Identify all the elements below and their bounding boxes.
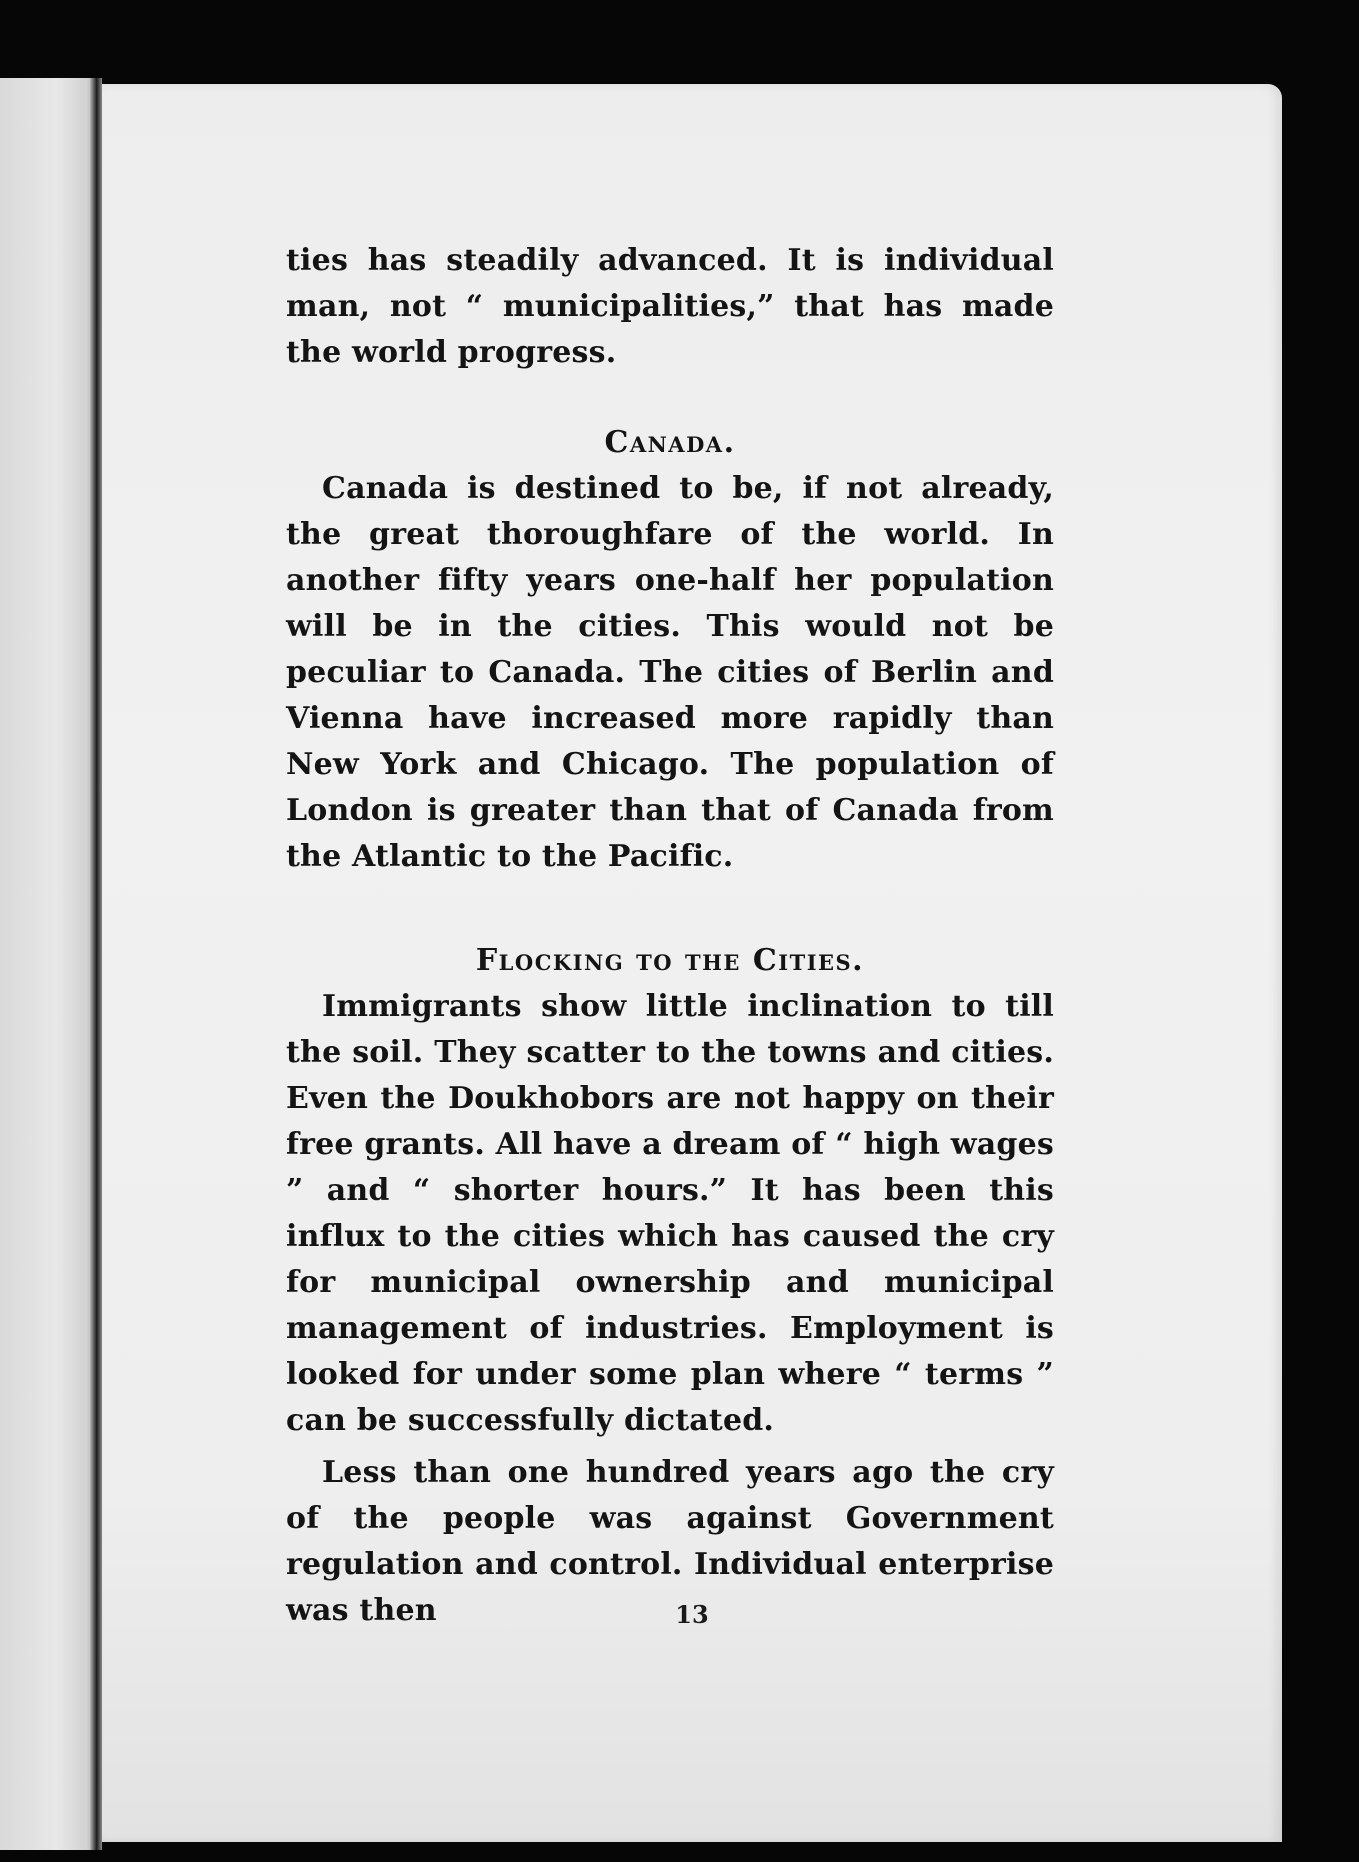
body-text — [286, 238, 1054, 1634]
paragraph-less-than-hundred-years: Less than one hundred years ago the cry of the people was against Government regulation and control. Individual enterprise was then — [286, 1455, 1054, 1628]
heading-flocking-to-cities: Flocking to the Cities. — [475, 943, 865, 978]
paragraph-continued: ties has steadily advanced. It is individual man, not “ municipalities,” that has made the world progress. — [286, 243, 1054, 370]
binding-gutter — [90, 78, 102, 1850]
facing-page-edge — [0, 78, 102, 1850]
paragraph-immigrants: Immigrants show little inclination to till the soil. They scatter to the towns and cities. Even the Doukhobors are not happy on their free grants. All have a dream of “ high wages ” and “ shorter hours.” It has been this influx to the cities which has caused the cry for municipal ownership and municipal management of industries. Employment is looked for under some plan where “ terms ” can be successfully dictated. — [286, 989, 1054, 1438]
paragraph-canada: Canada is destined to be, if not already, the great thoroughfare of the world. In another fifty years one-half her population will be in the cities. This would not be peculiar to Canada. The cities of Berlin and Vienna have increased more rapidly than New York and Chicago. The population of London is greater than that of Canada from the Atlantic to the Pacific. — [286, 471, 1054, 874]
heading-canada: Canada. — [604, 425, 736, 460]
page-number: 13 — [675, 1600, 709, 1629]
